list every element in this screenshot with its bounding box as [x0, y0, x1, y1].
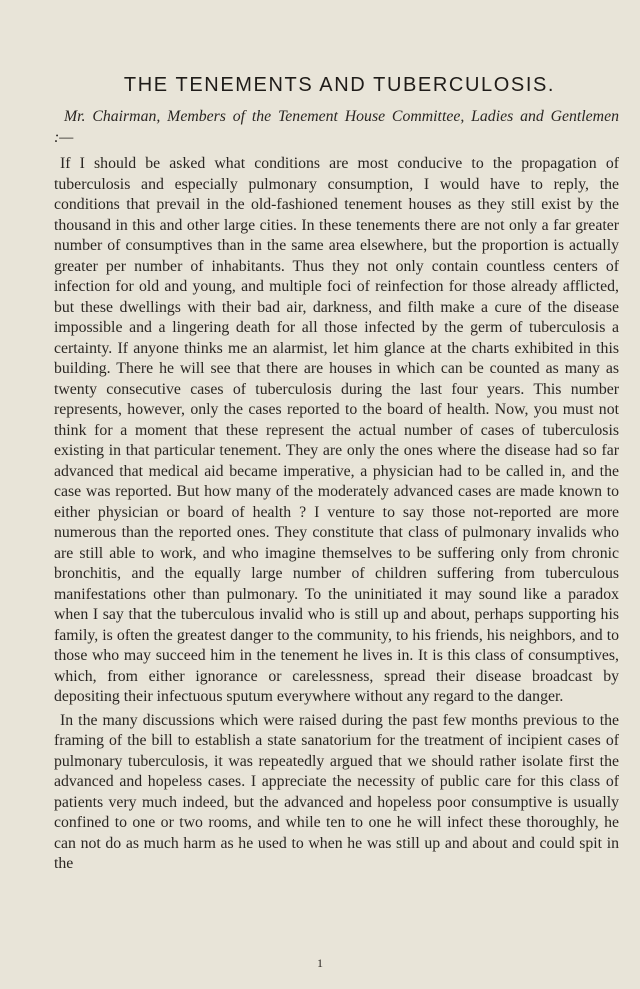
- body-paragraph-1: If I should be asked what conditions are most conducive to the propagation of tuberculosis and especially pulmonary consumption, I would have to reply, the conditions that prevail in the old-fashioned tenement houses as they still exist by the thousand in this and other large cities. In these tenements there are not only a far greater number of consumptives than in the same area elsewhere, but the proportion is actually greater per number of inhabitants. Thus they not only contain countless centers of infection for old and young, and multiple foci of reinfection for those already afflicted, but these dwellings with their bad air, darkness, and filth make a cure of the disease impossible and a lingering death for all those infected by the germ of tuberculosis a certainty. If anyone thinks me an alarmist, let him glance at the charts exhibited in this building. There he will see that there are houses in which can be counted as many as twenty consecutive cases of tuberculosis during the last four years. This number represents, however, only the cases reported to the board of health. Now, you must not think for a moment that these represent the actual number of cases of tuberculosis existing in that particular tenement. They are only the ones where the disease had so far advanced that medical aid became imperative, a physician had to be called in, and the case was reported. But how many of the moderately advanced cases are made known to either physician or board of health ? I venture to say those not-reported are more numerous than the reported ones. They constitute that class of pulmonary invalids who are still able to work, and who imagine themselves to be suffering only from chronic bronchitis, and the equally large number of children suffering from tuberculous manifestations other than pulmonary. To the uninitiated it may sound like a paradox when I say that the tuberculous invalid who is still up and about, perhaps supporting his family, is often the greatest danger to the community, to his friends, his neighbors, and to those who may succeed him in the tenement he lives in. It is this class of consumptives, which, from either ignorance or carelessness, spread their disease broadcast by depositing their infectuous sputum everywhere without any regard to the danger.: [54, 155, 619, 705]
- page-number: 1: [317, 956, 323, 970]
- body-paragraph-2: In the many discussions which were raised during the past few months previous to the framing of the bill to establish a state sanatorium for the treatment of incipient cases of pulmonary tuberculosis, it was repeatedly argued that we should rather isolate first the advanced and hopeless cases. I appreciate the necessity of public care for this class of patients very much indeed, but the advanced and hopeless poor consumptive is usually confined to one or two rooms, and while ten to one he will infect these thoroughly, he can not do as much harm as he used to when he was still up and about and could spit in the: [54, 711, 619, 872]
- page-title: THE TENEMENTS AND TUBERCULOSIS.: [123, 74, 556, 96]
- salutation: Mr. Chairman, Members of the Tenement House Committee, Ladies and Gentlemen :—: [54, 108, 619, 146]
